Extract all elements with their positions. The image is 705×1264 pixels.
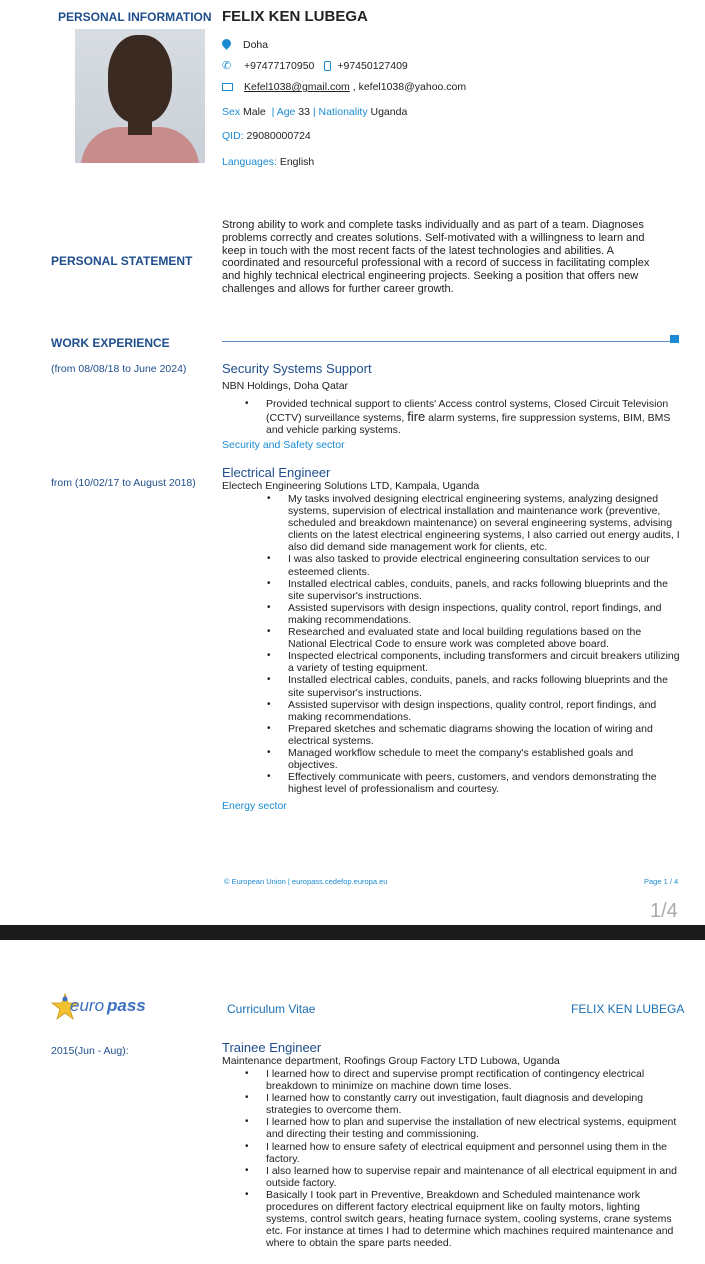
candidate-name: FELIX KEN LUBEGA [222,8,368,25]
list-item: • Prepared sketches and schematic diagrams showing the location of wiring and electrical systems. [288,723,680,747]
languages-label: Languages: [222,156,277,168]
age-label: | Age [271,106,296,118]
job1-dates: (from 08/08/18 to June 2024) [51,363,187,375]
email-secondary: kefel1038@yahoo.com [358,81,467,93]
page-separator [0,925,705,940]
languages-value: English [279,156,315,168]
job3-title: Trainee Engineer [222,1040,322,1055]
job1-duty-text-a: Provided technical support to clients' Access control systems, Closed Circuit Television (CCTV) surveillance systems, [266,398,669,424]
personal-details-row [222,106,407,118]
photo-head [108,35,172,123]
list-item: • I was also tasked to provide electrical engineering consultation services to our esteemed clients. [288,553,680,577]
job1-duty-text-fire: fire [407,408,426,424]
footer-europass-link[interactable]: © European Union | europass.cedefop.europa.eu [224,877,388,886]
phone-primary: +97477170950 [244,60,315,72]
list-item: • Installed electrical cables, conduits, panels, and racks following blueprints and the site supervisor's instructions. [288,578,680,602]
age-value: 33 [298,106,310,118]
email-icon [222,83,233,91]
europass-logo [50,990,150,1024]
cv-page-2 [0,940,705,1264]
list-item: • I learned how to direct and supervise prompt rectification of contingency electrical breakdown to minimize on machine down time loses. [266,1068,680,1092]
logo-text-pass: pass [107,996,146,1015]
location-text: Doha [243,39,269,51]
list-item: • Assisted supervisor with design inspections, quality control, report findings, and making recommendations. [288,699,680,723]
personal-statement-heading: PERSONAL STATEMENT [51,254,193,268]
list-item: • I learned how to ensure safety of electrical equipment and personnel using them in the factory. [266,1141,680,1165]
qid-label: QID: [222,130,244,142]
profile-photo [75,29,205,163]
qid-value: 29080000724 [246,130,311,142]
list-item: • Assisted supervisors with design inspections, quality control, report findings, and making recommendations. [288,602,680,626]
job2-sector: Energy sector [222,800,287,812]
sex-value: Male [243,106,266,118]
languages-row [222,156,314,168]
page-counter: 1/4 [650,900,678,922]
section-divider-marker [670,335,679,343]
job3-dates: 2015(Jun - Aug): [51,1045,129,1057]
list-item: • Managed workflow schedule to meet the company's established goals and objectives. [288,747,680,771]
header-curriculum-vitae: Curriculum Vitae [227,1002,316,1016]
phone-row [222,60,408,72]
logo-text-euro: euro [70,996,105,1015]
email-row [222,81,466,93]
job1-duties-list [266,398,680,437]
job1-sector: Security and Safety sector [222,439,345,451]
job2-title: Electrical Engineer [222,465,331,480]
list-item: • Effectively communicate with peers, customers, and vendors demonstrating the highest level of professionalism and courtesy. [288,771,680,795]
job3-employer: Maintenance department, Roofings Group Factory LTD Lubowa, Uganda [222,1055,560,1067]
location-pin-icon [222,39,231,51]
list-item: • I also learned how to supervise repair and maintenance of all electrical equipment in and outside factory. [266,1165,680,1189]
phone-icon: ✆ [222,60,232,72]
section-divider-line [222,341,670,342]
job2-dates: from (10/02/17 to August 2018) [51,477,196,489]
mobile-phone-icon [324,61,331,71]
list-item: • I learned how to plan and supervise the installation of new electrical systems, equipment and directing their testing and commissioning. [266,1116,680,1140]
personal-info-heading: PERSONAL INFORMATION [58,10,212,24]
list-item [266,398,680,437]
personal-statement-text: Strong ability to work and complete tasks individually and as part of a team. Diagnoses problems correctly and creates solutions. Self-motivated with a willingness to learn and keep in touch with the most recent facts of the latest technologies and abilities. A coordinated and resourceful professional with a record of success in facilitating complex and highly technical electrical engineering projects. Seeking a position that offers new challenges and allows for further career growth. [222,219,650,295]
nationality-label: | Nationality [312,106,368,118]
job1-duty-text-b: alarm systems, fire suppression systems, BIM, BMS and vehicle parking systems. [266,411,671,436]
job1-title: Security Systems Support [222,361,372,376]
list-item: • I learned how to constantly carry out investigation, fault diagnosis and developing strategies to overcome them. [266,1092,680,1116]
job2-employer: Electech Engineering Solutions LTD, Kampala, Uganda [222,480,480,492]
email-separator: , [349,81,359,93]
list-item: • Inspected electrical components, including transformers and circuit breakers utilizing a variety of testing equipment. [288,650,680,674]
job1-employer: NBN Holdings, Doha Qatar [222,380,349,392]
header-candidate-name: FELIX KEN LUBEGA [571,1002,685,1016]
footer-page-number: Page 1 / 4 [644,877,679,886]
nationality-value: Uganda [370,106,408,118]
job3-duties-list [266,1068,680,1249]
work-experience-heading: WORK EXPERIENCE [51,336,170,350]
list-item: • Installed electrical cables, conduits, panels, and racks following blueprints and the site supervisor's instructions. [288,674,680,698]
location-row [222,39,268,51]
list-item: • Basically I took part in Preventive, Breakdown and Scheduled maintenance work procedures on different factory electrical equipment like on faulty motors, lighting systems, control switch gears, heating furnace system, cooling systems, crane systems etc. For instance at times I had to determine which machines required maintenance and where to obtain the spare parts needed. [266,1189,680,1249]
email-primary-link[interactable]: Kefel1038@gmail.com [244,81,350,93]
list-item: • My tasks involved designing electrical engineering systems, analyzing designed systems, supervision of electrical installation and maintenance work (preventive, scheduled and breakdown maintenance) on several engineering systems, advising clients on the latest electrical engineering systems, I also carried out energy audits, I also did demand side management work for clients, etc. [288,493,680,553]
sex-label: Sex [222,106,241,118]
qid-row [222,130,311,142]
phone-secondary: +97450127409 [337,60,408,72]
list-item: • Researched and evaluated state and local building regulations based on the National Electrical Code to ensure work was completed above board. [288,626,680,650]
job2-duties-list [288,493,680,795]
